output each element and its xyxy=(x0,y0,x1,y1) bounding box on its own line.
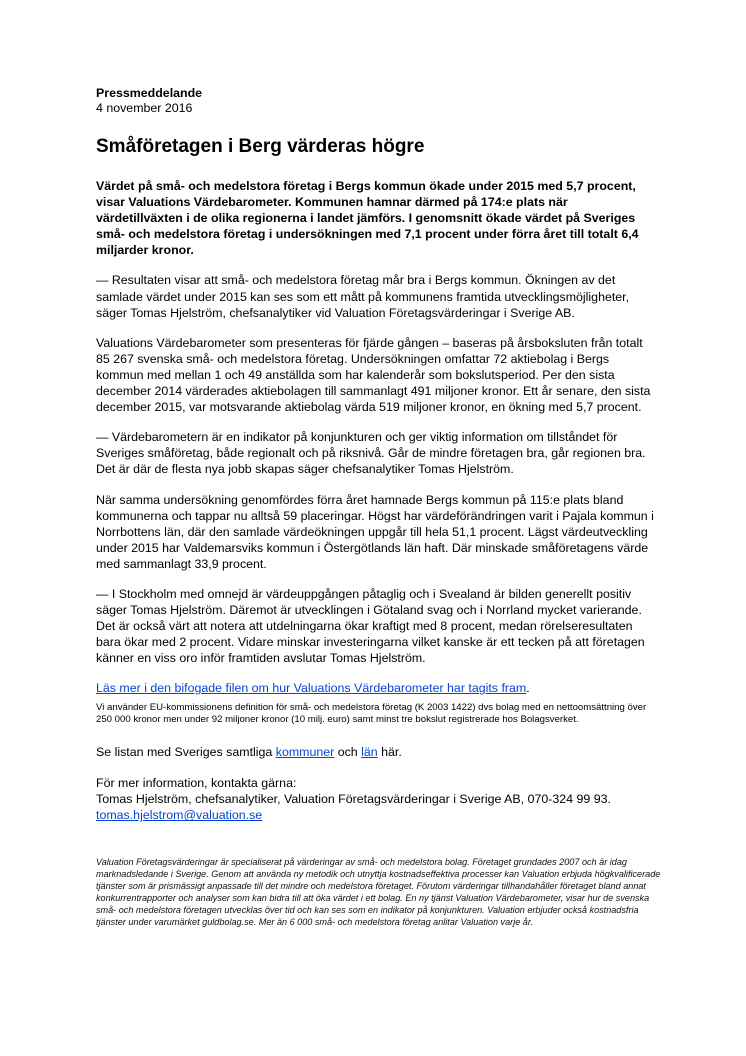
press-release xyxy=(96,86,661,928)
contact-intro: För mer information, kontakta gärna: xyxy=(96,776,297,791)
contact-block xyxy=(96,775,656,823)
page-title: Småföretagen i Berg värderas högre xyxy=(96,136,425,157)
counties-link[interactable]: län xyxy=(361,744,378,759)
municipalities-link[interactable]: kommuner xyxy=(275,744,335,759)
list-suffix: här. xyxy=(377,744,402,759)
body-paragraph-1: — Resultaten visar att små- och medelstora företag mår bra i Bergs kommun. Ökningen av det samlade värdet under 2015 kan ses som ett mått på kommunens framtida utvecklingsmöjligheter, säger Tomas Hjelström, chefsanalytiker vid Valuation Företagsvärderingar i Sverige AB. xyxy=(96,273,630,320)
contact-email-link[interactable]: tomas.hjelstrom@valuation.se xyxy=(96,808,263,823)
document-date: 4 november 2016 xyxy=(96,101,193,115)
body-paragraph-3: — Värdebarometern är en indikator på konjunkturen och ger viktig information om tillståndet för Sveriges småföretag, både regionalt och på riksnivå. Går de mindre företagen bra, går regionen bra. Det är där de flesta nya jobb skapas säger chefsanalytiker Tomas Hjelström. xyxy=(96,430,646,477)
body-paragraph-5: — I Stockholm med omnejd är värdeuppgången påtaglig och i Svealand är bilden generellt positiv säger Tomas Hjelström. Däremot är utvecklingen i Götaland svag och i Norrland mycket varierande. Det är också värt att notera att utdelningarna ökar kraftigt med 8 procent, medan rörelseresultaten bara ökar med 2 procent. Vidare minskar investeringarna vilket kanske är ett tecken på att företagen känner en viss oro inför framtiden avslutar Tomas Hjelström. xyxy=(96,586,645,666)
read-more-line xyxy=(96,680,656,696)
list-prefix: Se listan med Sveriges samtliga xyxy=(96,744,276,759)
lede-paragraph: Värdet på små- och medelstora företag i Bergs kommun ökade under 2015 med 5,7 procent, visar Valuations Värdebarometer. Kommunen hamnar därmed på 174:e plats när värdetillväxten i de olika regionerna i landet jämförs. I genomsnitt ökade värdet på Sveriges små- och medelstora företag i undersökningen med 7,1 procent under förra året till totalt 6,4 miljarder kronor. xyxy=(96,179,639,258)
list-line xyxy=(96,744,656,760)
body-paragraph-2: Valuations Värdebarometer som presenteras för fjärde gången – baseras på årsboksluten från totalt 85 267 svenska små- och medelstora företag. Undersökningen omfattar 72 aktiebolag i Bergs kommun med mellan 1 och 49 anställda som har kalenderår som bokslutsperiod. Per den sista december 2014 värderades aktiebolagen till sammanlagt 491 miljoner kronor. Ett år senare, den sista december 2015, var motsvarande aktiebolag värda 519 miljoner kronor, en ökning med 5,7 procent. xyxy=(96,335,651,415)
read-more-suffix: . xyxy=(526,681,530,696)
document-label: Pressmeddelande xyxy=(96,86,203,100)
body-paragraph-4: När samma undersökning genomfördes förra året hamnade Bergs kommun på 115:e plats bland kommunerna och tappar nu alltså 59 placeringar. Högst har värdeförändringen varit i Pajala kommun i Norrbottens län, där den samlade värdeökningen uppgår till hela 51,1 procent. Lägst värdeutveckling under 2015 har Valdemarsviks kommun i Östergötlands län haft. Där minskade småföretagens värde med sammanlagt 33,9 procent. xyxy=(96,492,654,571)
read-more-link[interactable]: Läs mer i den bifogade filen om hur Valuations Värdebarometer har tagits fram xyxy=(96,681,527,696)
list-middle: och xyxy=(334,744,362,759)
contact-person: Tomas Hjelström, chefsanalytiker, Valuation Företagsvärderingar i Sverige AB, 070-324 99 93. xyxy=(96,792,611,807)
definition-note: Vi använder EU-kommissionens definition för små- och medelstora företag (K 2003 1422) dvs bolag med en nettoomsättning över 250 000 kronor men under 92 miljoner kronor (10 milj. euro) samt minst tre bokslut registrerade hos Bolagsverket. xyxy=(96,701,647,725)
company-boilerplate: Valuation Företagsvärderingar är specialiserat på värderingar av små- och medelstora bolag. Företaget grundades 2007 och är idag marknadsledande i Sverige. Genom att använda ny metodik och utnyttja kostnadseffektiva processer kan Valuation erbjuda högkvalificerade tjänster som är prismässigt anpassade till det mindre och medelstora företaget. Förutom värderingar tillhandahåller företaget bland annat konkurrentrapporter och analyser som kan bidra till att öka värdet i ett bolag. En ny tjänst Valuation Värdebarometer, visar hur de svenska små- och medelstora företagen utvecklas över tid och kan ses som en indikator på konjunkturen. Valuation erbjuder också kostnadsfria tjänster under varumärket guldbolag.se. Mer än 6 000 små- och medelstora företag anlitar Valuation varje år. xyxy=(96,857,661,928)
